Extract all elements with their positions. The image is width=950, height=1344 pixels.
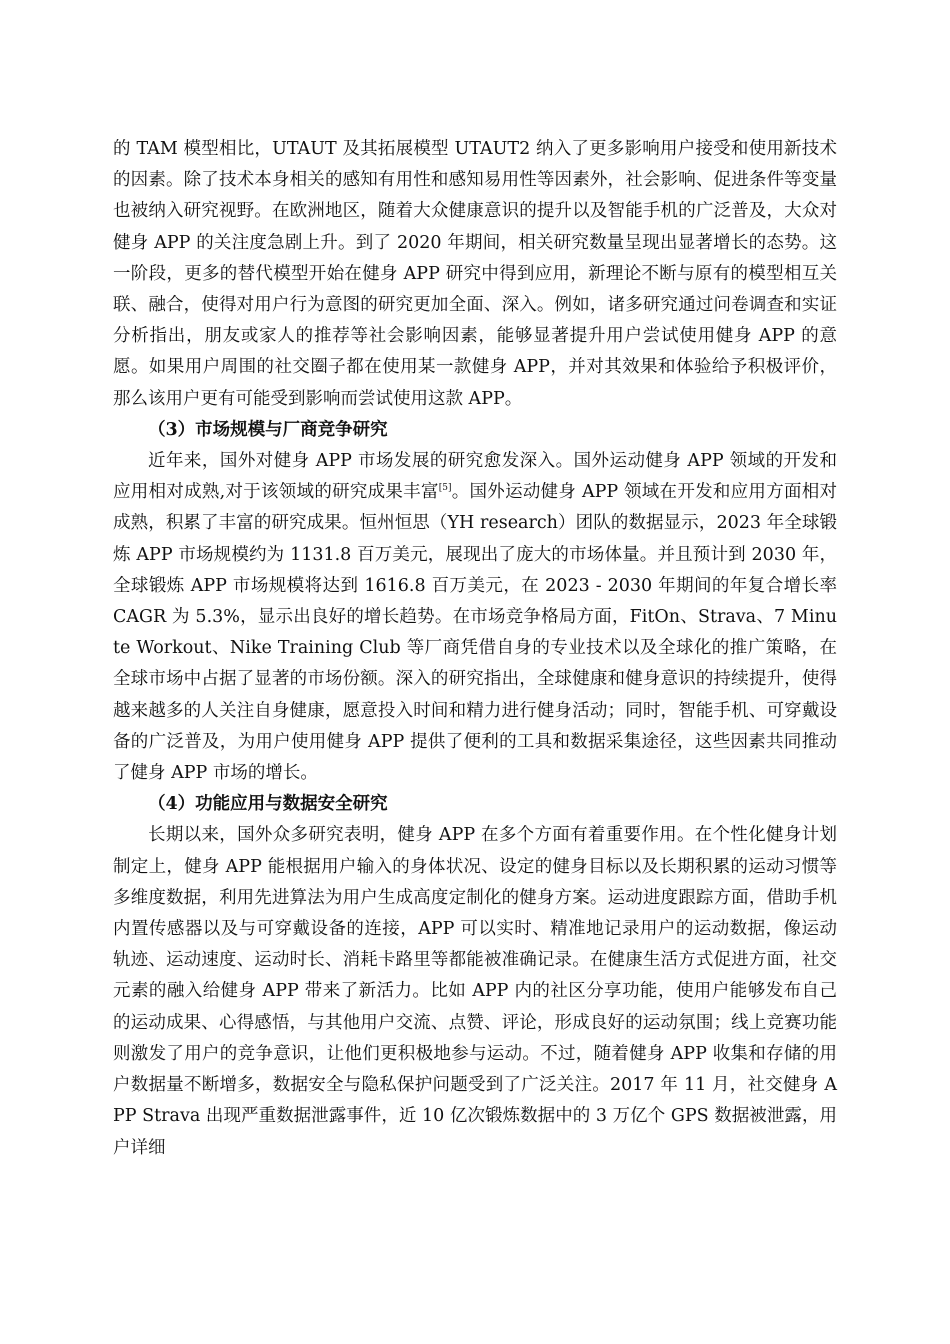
paragraph-market	[113, 446, 837, 789]
paragraph-market-part2: 。国外运动健身 APP 领域在开发和应用方面相对成熟，积累了丰富的研究成果。恒州恒思（YH research）团队的数据显示，2023 年全球锻炼 APP 市场规模约为 1131.8 百万美元，展现出了庞大的市场体量。并且预计到 2030 年，全球锻炼 APP 市场规模将达到 1616.8 百万美元，在 2023 - 2030 年期间的年复合增长率 CAGR 为 5.3%，显示出良好的增长趋势。在市场竞争格局方面，FitOn、Strava、7 Minute Workout、Nike Training Club 等厂商凭借自身的专业技术以及全球化的推广策略，在全球市场中占据了显著的市场份额。深入的研究指出，全球健康和健身意识的持续提升，使得越来越多的人关注自身健康，愿意投入时间和精力进行健身活动；同时，智能手机、可穿戴设备的广泛普及，为用户使用健身 APP 提供了便利的工具和数据采集途径，这些因素共同推动了健身 APP 市场的增长。	[113, 482, 838, 784]
document-page	[113, 134, 837, 1164]
citation-ref: [5]	[438, 483, 452, 494]
paragraph-security: 长期以来，国外众多研究表明，健身 APP 在多个方面有着重要作用。在个性化健身计划制定上，健身 APP 能根据用户输入的身体状况、设定的健身目标以及长期积累的运动习惯等多维度数据，利用先进算法为用户生成高度定制化的健身方案。运动进度跟踪方面，借助手机内置传感器以及与可穿戴设备的连接，APP 可以实时、精准地记录用户的运动数据，像运动轨迹、运动速度、运动时长、消耗卡路里等都能被准确记录。在健康生活方式促进方面，社交元素的融入给健身 APP 带来了新活力。比如 APP 内的社区分享功能，使用户能够发布自己的运动成果、心得感悟，与其他用户交流、点赞、评论，形成良好的运动氛围；线上竞赛功能则激发了用户的竞争意识，让他们更积极地参与运动。不过，随着健身 APP 收集和存储的用户数据量不断增多，数据安全与隐私保护问题受到了广泛关注。2017 年 11 月，社交健身 APP Strava 出现严重数据泄露事件，近 10 亿次锻炼数据中的 3 万亿个 GPS 数据被泄露，用户详细	[113, 825, 837, 1158]
section-heading-security: （4）功能应用与数据安全研究	[148, 794, 388, 815]
paragraph-market-part1: 近年来，国外对健身 APP 市场发展的研究愈发深入。国外运动健身 APP 领域的开发和应用相对成熟,对于该领域的研究成果丰富	[113, 451, 837, 503]
section-heading-market: （3）市场规模与厂商竞争研究	[148, 419, 388, 440]
paragraph-utaut: 的 TAM 模型相比，UTAUT 及其拓展模型 UTAUT2 纳入了更多影响用户接受和使用新技术的因素。除了技术本身相关的感知有用性和感知易用性等因素外，社会影响、促进条件等变量也被纳入研究视野。在欧洲地区，随着大众健康意识的提升以及智能手机的广泛普及，大众对健身 APP 的关注度急剧上升。到了 2020 年期间，相关研究数量呈现出显著增长的态势。这一阶段，更多的替代模型开始在健身 APP 研究中得到应用，新理论不断与原有的模型相互关联、融合，使得对用户行为意图的研究更加全面、深入。例如，诸多研究通过问卷调查和实证分析指出，朋友或家人的推荐等社会影响因素，能够显著提升用户尝试使用健身 APP 的意愿。如果用户周围的社交圈子都在使用某一款健身 APP，并对其效果和体验给予积极评价，那么该用户更有可能受到影响而尝试使用这款 APP。	[113, 139, 837, 409]
